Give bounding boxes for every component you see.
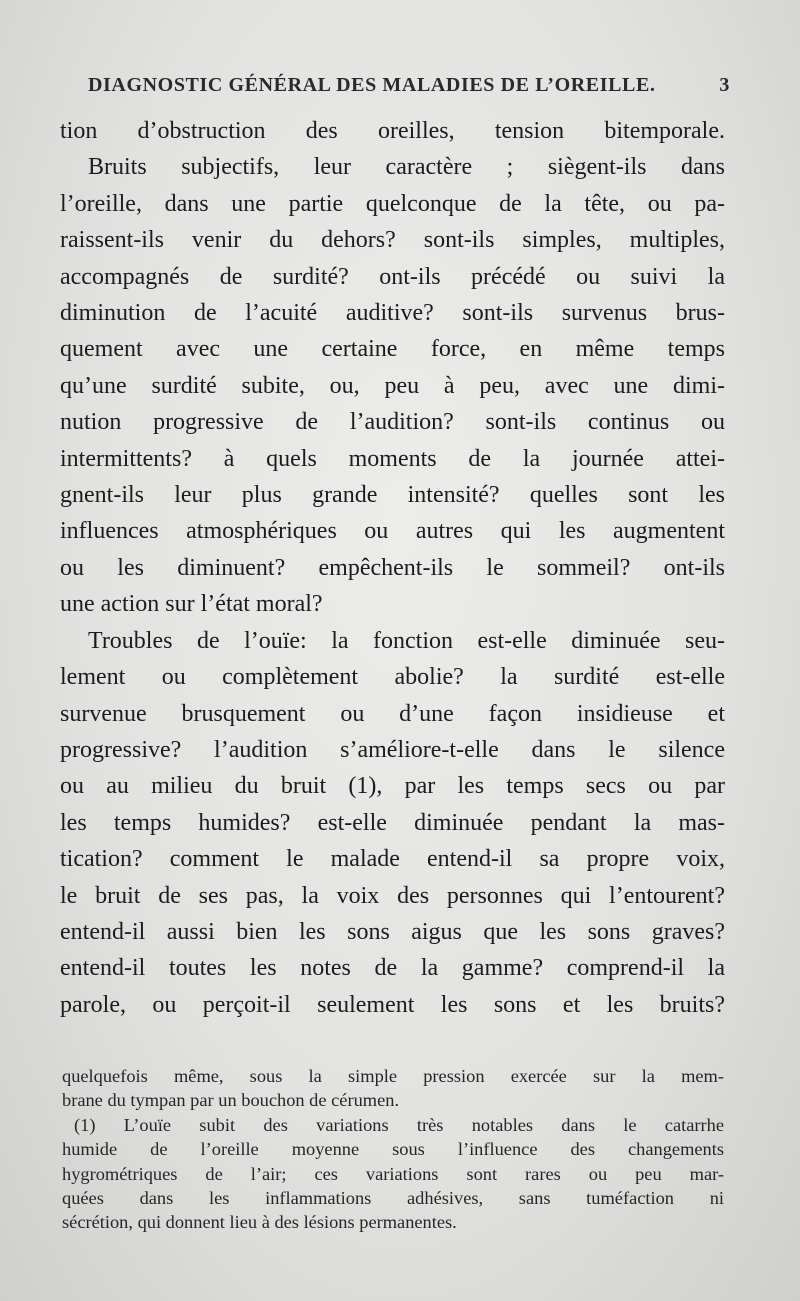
footnote-line: sécrétion, qui donnent lieu à des lésions permanentes. [62, 1212, 457, 1233]
text-line: ou au milieu du bruit (1), par les temps secs ou par [60, 773, 725, 800]
text-line: parole, ou perçoit-il seulement les sons et les bruits? [60, 991, 725, 1018]
text-line: les temps humides? est-elle diminuée pendant la mas- [60, 809, 725, 836]
text-line: raissent-ils venir du dehors? sont-ils simples, multiples, [60, 227, 725, 254]
running-title: DIAGNOSTIC GÉNÉRAL DES MALADIES DE L’OREILLE. [88, 74, 656, 96]
footnote-line: quelquefois même, sous la simple pression exercée sur la mem- [62, 1066, 724, 1086]
text-line: accompagnés de surdité? ont-ils précédé ou suivi la [60, 263, 725, 290]
text-line: ou les diminuent? empêchent-ils le sommeil? ont-ils [60, 554, 725, 581]
text-line: quement avec une certaine force, en même temps [60, 336, 725, 363]
text-line: Bruits subjectifs, leur caractère ; siègent-ils dans [88, 154, 725, 181]
text-line: influences atmosphériques ou autres qui les augmentent [60, 518, 725, 545]
main-text [60, 113, 725, 1023]
text-line: intermittents? à quels moments de la journée attei- [60, 445, 725, 472]
text-line: progressive? l’audition s’améliore-t-elle dans le silence [60, 736, 725, 763]
page-number: 3 [719, 74, 730, 96]
text-line: gnent-ils leur plus grande intensité? quelles sont les [60, 482, 725, 509]
footnotes [62, 1064, 724, 1235]
text-line: tion d’obstruction des oreilles, tension bitemporale. [60, 118, 725, 144]
text-line: le bruit de ses pas, la voix des personnes qui l’entourent? [60, 882, 725, 909]
footnote-line: brane du tympan par un bouchon de cérumen. [62, 1090, 400, 1111]
text-line: nution progressive de l’audition? sont-ils continus ou [60, 409, 725, 436]
text-line: entend-il aussi bien les sons aigus que les sons graves? [60, 918, 725, 945]
footnote-line: quées dans les inflammations adhésives, sans tuméfaction ni [62, 1188, 724, 1209]
text-line: entend-il toutes les notes de la gamme? comprend-il la [60, 955, 725, 982]
running-header [88, 74, 734, 104]
text-line: une action sur l’état moral? [60, 591, 323, 618]
footnote-line: (1) L’ouïe subit des variations très notables dans le catarrhe [74, 1114, 724, 1135]
text-line: Troubles de l’ouïe: la fonction est-elle diminuée seu- [88, 627, 725, 654]
text-line: lement ou complètement abolie? la surdité est-elle [60, 664, 725, 691]
footnote-line: hygrométriques de l’air; ces variations sont rares ou peu mar- [62, 1163, 724, 1184]
text-line: l’oreille, dans une partie quelconque de la tête, ou pa- [60, 190, 725, 217]
text-line: qu’une surdité subite, ou, peu à peu, avec une dimi- [60, 372, 725, 399]
footnote-line: humide de l’oreille moyenne sous l’influence des changements [62, 1139, 724, 1160]
text-line: tication? comment le malade entend-il sa propre voix, [60, 846, 725, 873]
text-line: diminution de l’acuité auditive? sont-ils survenus brus- [60, 300, 725, 327]
text-line: survenue brusquement ou d’une façon insidieuse et [60, 700, 725, 727]
